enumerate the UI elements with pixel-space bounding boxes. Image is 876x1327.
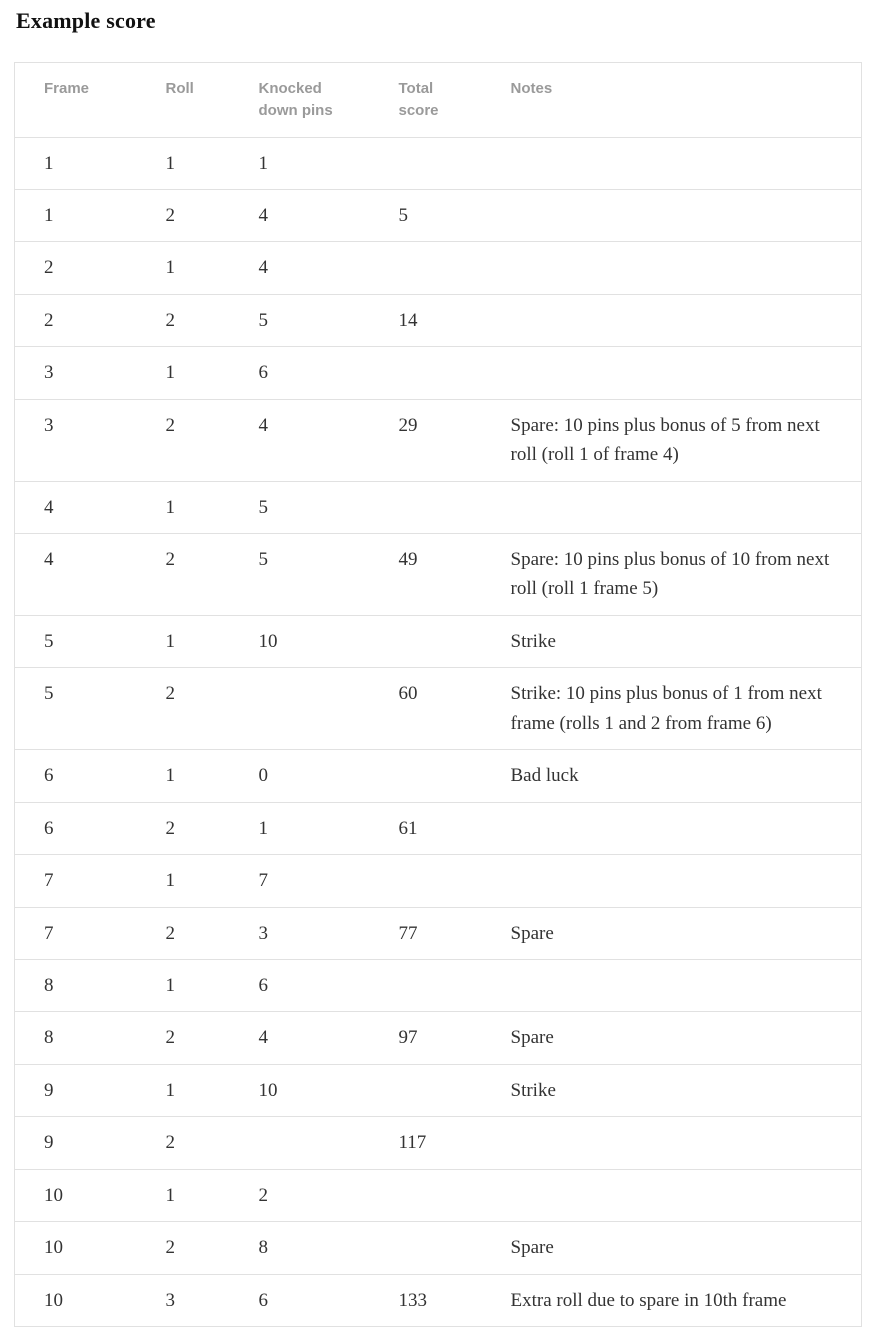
knocked-down-pins-cell: [230, 1117, 370, 1169]
notes-cell: Spare: 10 pins plus bonus of 5 from next roll (roll 1 of frame 4): [482, 399, 862, 481]
table-row: [15, 1222, 862, 1274]
table-row: [15, 959, 862, 1011]
knocked-down-pins-cell: 6: [230, 959, 370, 1011]
table-row: [15, 137, 862, 189]
frame-cell: 6: [15, 750, 137, 802]
notes-cell: Extra roll due to spare in 10th frame: [510, 1289, 787, 1311]
table-header: [15, 63, 862, 138]
total-score-cell: [370, 137, 482, 189]
notes-cell: [482, 1117, 862, 1169]
notes-cell: Strike: [482, 1064, 862, 1116]
total-score-cell: 29: [370, 399, 482, 481]
knocked-down-pins-cell: 1: [230, 137, 370, 189]
table-row: [15, 481, 862, 533]
total-score-cell: 5: [370, 189, 482, 241]
notes-cell: Spare: 10 pins plus bonus of 10 from next roll (roll 1 frame 5): [482, 534, 862, 616]
notes-cell: Spare: [482, 1012, 862, 1064]
knocked-down-pins-cell: [230, 668, 370, 750]
table-row: [15, 802, 862, 854]
notes-cell: [482, 959, 862, 1011]
knocked-down-pins-cell: 4: [230, 242, 370, 294]
notes-cell: [482, 137, 862, 189]
frame-cell: 2: [15, 294, 137, 346]
total-score-cell: [370, 1222, 482, 1274]
knocked-down-pins-cell: 5: [230, 534, 370, 616]
table-header-row: [15, 63, 862, 138]
notes-cell: [482, 242, 862, 294]
page-title: Example score: [16, 8, 156, 33]
notes-cell: Bad luck: [482, 750, 862, 802]
roll-cell: 1: [137, 750, 230, 802]
roll-cell: 1: [137, 855, 230, 907]
total-score-cell: 49: [370, 534, 482, 616]
table-row: [15, 294, 862, 346]
total-score-cell: [370, 1064, 482, 1116]
knocked-down-pins-cell: 4: [230, 189, 370, 241]
roll-cell: 1: [137, 1064, 230, 1116]
knocked-down-pins-cell: 4: [230, 399, 370, 481]
total-score-cell: [370, 959, 482, 1011]
frame-cell: 8: [15, 1012, 137, 1064]
total-score-cell: 77: [370, 907, 482, 959]
roll-cell: 2: [137, 534, 230, 616]
frame-cell: 8: [15, 959, 137, 1011]
roll-cell: 1: [137, 347, 230, 399]
roll-cell: 2: [137, 189, 230, 241]
knocked-down-pins-cell: 2: [230, 1169, 370, 1221]
roll-cell: 2: [137, 907, 230, 959]
roll-cell: 2: [137, 668, 230, 750]
table-row: [15, 242, 862, 294]
total-score-cell: 133: [398, 1289, 427, 1311]
total-score-cell: [370, 347, 482, 399]
table-row: [15, 347, 862, 399]
table-row: [15, 1012, 862, 1064]
frame-cell: 7: [15, 855, 137, 907]
total-score-cell: [370, 855, 482, 907]
frame-cell: 3: [15, 347, 137, 399]
frame-cell: 5: [15, 615, 137, 667]
total-score-cell: 60: [370, 668, 482, 750]
knocked-down-pins-cell: 6: [230, 347, 370, 399]
table-row: [15, 1117, 862, 1169]
table-row: [15, 750, 862, 802]
knocked-down-pins-cell: 10: [230, 1064, 370, 1116]
total-score-cell: 97: [370, 1012, 482, 1064]
notes-cell: [482, 347, 862, 399]
notes-cell: [482, 802, 862, 854]
total-score-cell: 117: [370, 1117, 482, 1169]
table-row: [15, 189, 862, 241]
frame-cell: 9: [15, 1117, 137, 1169]
roll-cell: 2: [137, 1117, 230, 1169]
table-row: [15, 534, 862, 616]
frame-cell: 9: [15, 1064, 137, 1116]
table-row: [15, 1169, 862, 1221]
total-score-cell: 14: [370, 294, 482, 346]
knocked-down-pins-cell: 6: [258, 1289, 268, 1311]
frame-cell: 7: [15, 907, 137, 959]
frame-cell: 10: [15, 1222, 137, 1274]
roll-cell: 2: [137, 802, 230, 854]
score-table: [14, 62, 862, 1327]
frame-cell: 10: [44, 1289, 63, 1311]
roll-cell: 2: [137, 399, 230, 481]
frame-cell: 4: [15, 534, 137, 616]
frame-cell: 10: [15, 1169, 137, 1221]
total-score-cell: [370, 1169, 482, 1221]
frame-cell: 5: [15, 668, 137, 750]
column-header-total-score: Total score: [370, 63, 482, 138]
table-row: [15, 855, 862, 907]
table-row: [15, 907, 862, 959]
frame-cell: 4: [15, 481, 137, 533]
roll-cell: 1: [137, 1169, 230, 1221]
knocked-down-pins-cell: 1: [230, 802, 370, 854]
total-score-cell: [370, 481, 482, 533]
column-header-knocked-down-pins: Knocked down pins: [230, 63, 370, 138]
notes-cell: [482, 294, 862, 346]
roll-cell: 2: [137, 1222, 230, 1274]
knocked-down-pins-cell: 5: [230, 481, 370, 533]
notes-cell: Strike: [482, 615, 862, 667]
frame-cell: 3: [15, 399, 137, 481]
roll-cell: 1: [137, 959, 230, 1011]
roll-cell: 1: [137, 615, 230, 667]
knocked-down-pins-cell: 10: [230, 615, 370, 667]
knocked-down-pins-cell: 5: [230, 294, 370, 346]
notes-cell: Spare: [482, 1222, 862, 1274]
total-score-cell: [370, 750, 482, 802]
knocked-down-pins-cell: 8: [230, 1222, 370, 1274]
frame-cell: 2: [15, 242, 137, 294]
knocked-down-pins-cell: 4: [230, 1012, 370, 1064]
roll-cell: 1: [137, 481, 230, 533]
column-header-frame: Frame: [15, 63, 137, 138]
frame-cell: 6: [15, 802, 137, 854]
table-row: [15, 399, 862, 481]
notes-cell: Spare: [482, 907, 862, 959]
frame-cell: 1: [15, 137, 137, 189]
knocked-down-pins-cell: 7: [230, 855, 370, 907]
table-row: [15, 1064, 862, 1116]
roll-cell: 2: [137, 1012, 230, 1064]
roll-cell: 1: [137, 137, 230, 189]
roll-cell: 1: [137, 242, 230, 294]
roll-cell: 2: [137, 294, 230, 346]
frame-cell: 1: [15, 189, 137, 241]
column-header-notes: Notes: [482, 63, 862, 138]
notes-cell: [482, 1169, 862, 1221]
notes-cell: [482, 481, 862, 533]
total-score-cell: [370, 615, 482, 667]
table-row: [15, 615, 862, 667]
total-score-cell: 61: [370, 802, 482, 854]
notes-cell: [482, 855, 862, 907]
notes-cell: [482, 189, 862, 241]
knocked-down-pins-cell: 3: [230, 907, 370, 959]
table-row: [15, 668, 862, 750]
table-body: [15, 137, 862, 1327]
knocked-down-pins-cell: 0: [230, 750, 370, 802]
column-header-roll: Roll: [137, 63, 230, 138]
table-row: [15, 1274, 862, 1326]
total-score-cell: [370, 242, 482, 294]
roll-cell: 3: [165, 1289, 175, 1311]
notes-cell: Strike: 10 pins plus bonus of 1 from next frame (rolls 1 and 2 from frame 6): [482, 668, 862, 750]
